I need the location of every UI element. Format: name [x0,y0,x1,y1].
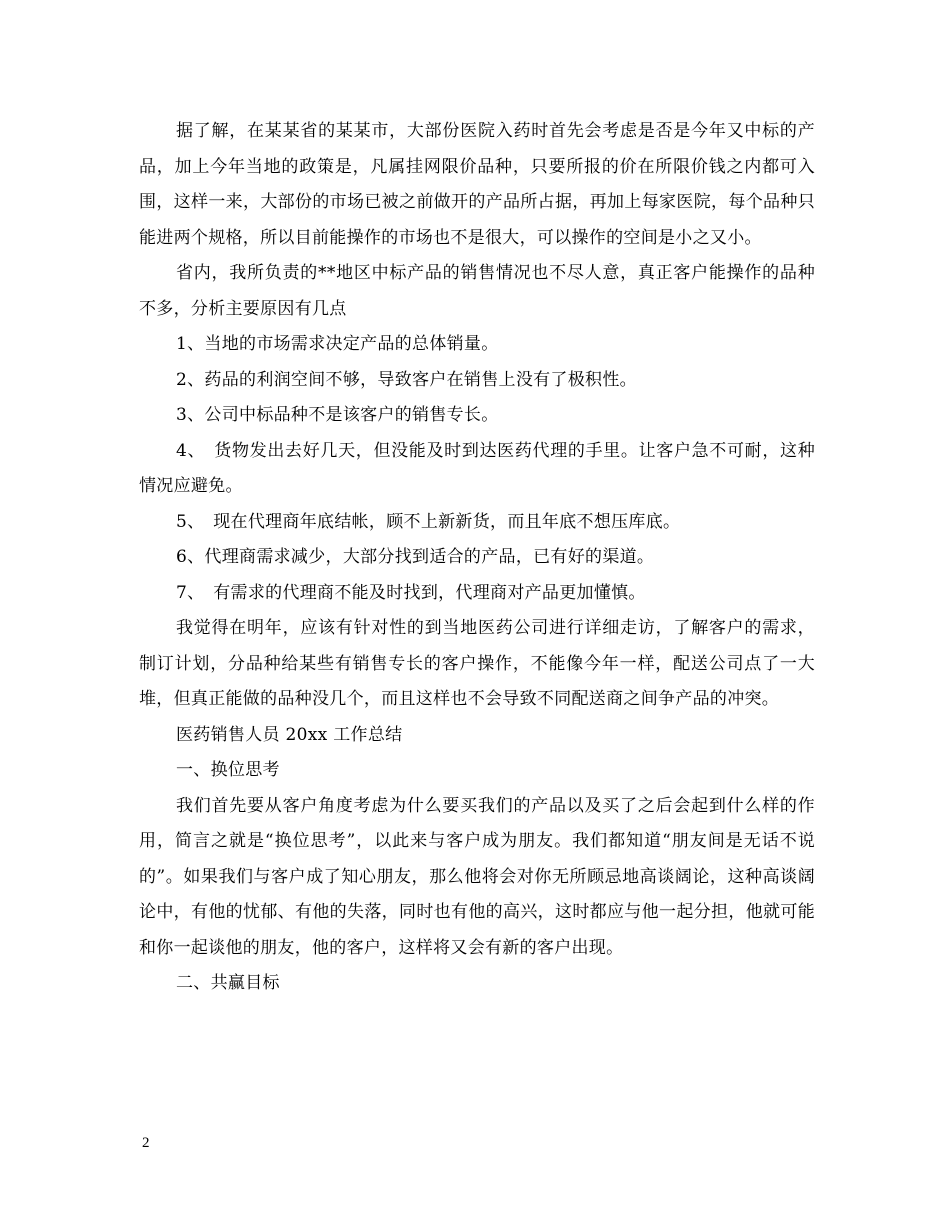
list-item-reason-5: 5、 现在代理商年底结帐，顾不上新新货，而且年底不想压库底。 [176,511,681,532]
page-number: 2 [142,1135,150,1151]
heading-perspective: 一、换位思考 [176,760,280,780]
paragraph-next-year-plan: 我觉得在明年，应该有针对性的到当地医药公司进行详细走访，了解客户的需求，制订计划，分品种给某些有销售专长的客户操作，不能像今年一样，配送公司点了一大堆，但真正能做的品种没几个，而且这样也不会导致不同配送商之间争产品的冲突。 [139,618,815,709]
heading-win-win: 二、共赢目标 [176,973,280,993]
paragraph-provincial-sales: 省内，我所负责的**地区中标产品的销售情况也不尽人意，真正客户能操作的品种不多，分析主要原因有几点 [139,263,815,319]
list-item-reason-3: 3、公司中标品种不是该客户的销售专长。 [176,405,499,425]
list-item-reason-4: 4、 货物发出去好几天，但没能及时到达医药代理的手里。让客户急不可耐，这种情况应避免。 [139,440,815,496]
section-title: 医药销售人员 20xx 工作总结 [176,724,403,745]
paragraph-hospital-market: 据了解，在某某省的某某市，大部份医院入药时首先会考虑是否是今年又中标的产品，加上今年当地的政策是，凡属挂网限价品种，只要所报的价在所限价钱之内都可入围，这样一来，大部份的市场已被之前做开的产品所占据，再加上每家医院，每个品种只能进两个规格，所以目前能操作的市场也不是很大，可以操作的空间是小之又小。 [139,121,815,248]
paragraph-perspective: 我们首先要从客户角度考虑为什么要买我们的产品以及买了之后会起到什么样的作用，简言之就是“换位思考”，以此来与客户成为朋友。我们都知道“朋友间是无话不说的”。如果我们与客户成了知心朋友，那么他将会对你无所顾忌地高谈阔论，这种高谈阔论中，有他的忧郁、有他的失落，同时也有他的高兴，这时都应与他一起分担，他就可能和你一起谈他的朋友，他的客户，这样将又会有新的客户出现。 [139,795,815,958]
list-item-reason-6: 6、代理商需求减少，大部分找到适合的产品，已有好的渠道。 [176,547,655,567]
list-item-reason-2: 2、药品的利润空间不够，导致客户在销售上没有了极积性。 [176,369,637,390]
document-body [139,114,815,1002]
list-item-reason-1: 1、当地的市场需求决定产品的总体销量。 [176,334,499,354]
list-item-reason-7: 7、 有需求的代理商不能及时找到，代理商对产品更加懂慎。 [176,582,646,603]
